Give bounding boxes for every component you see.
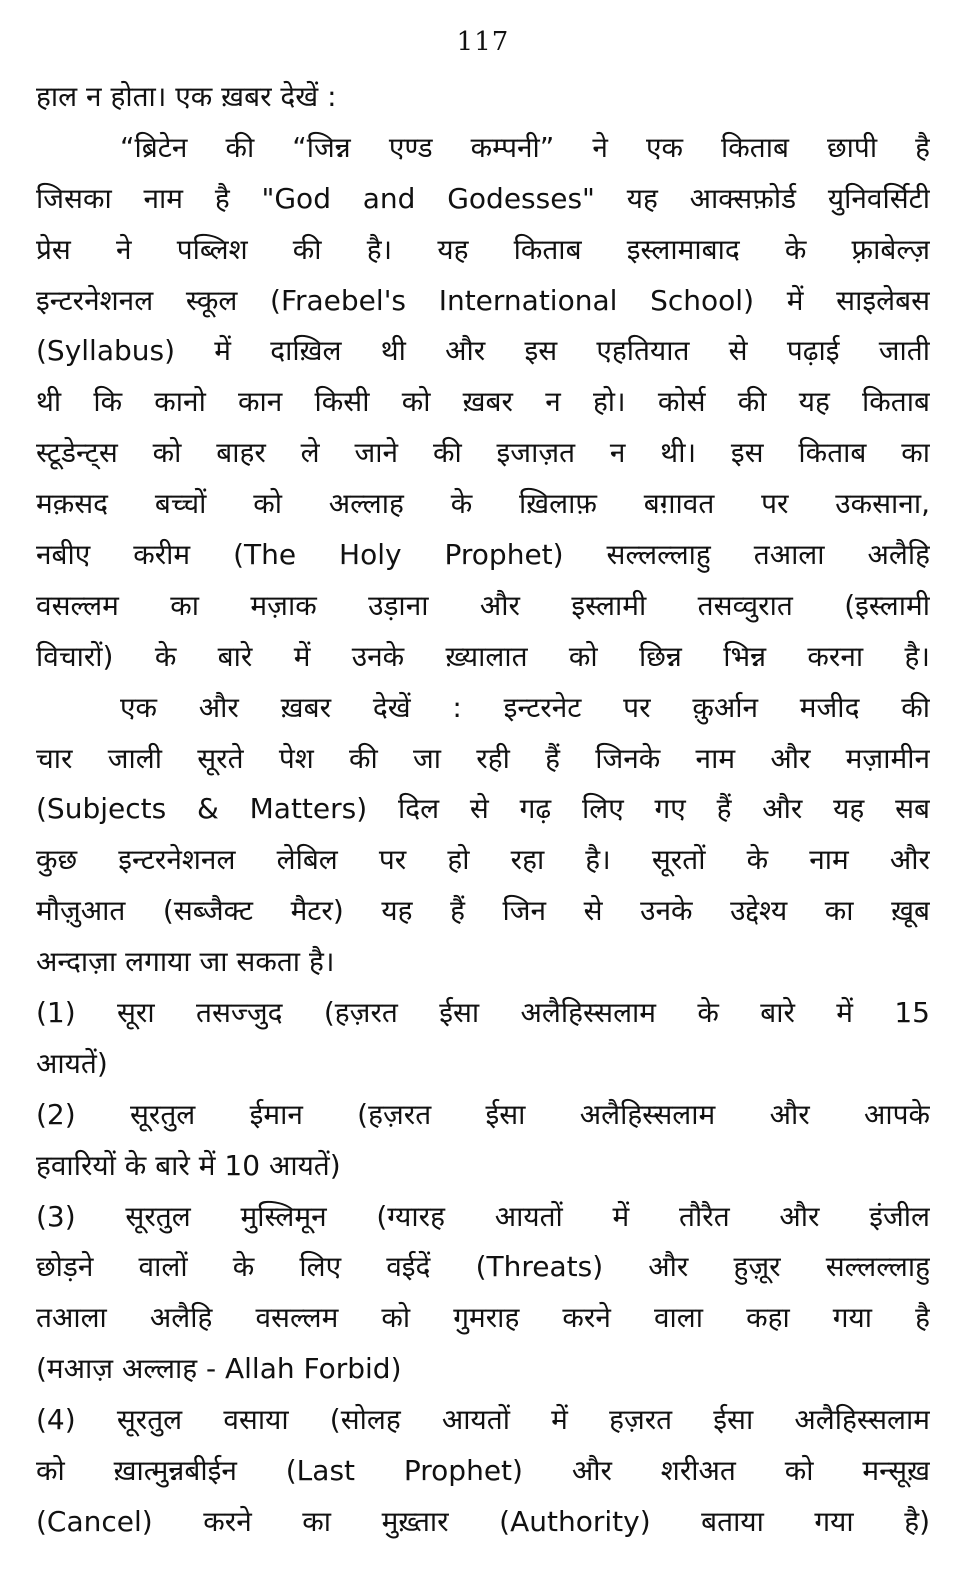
text-line: (4) सूरतुल वसाया (सोलह आयतों में हज़रत ईसा अलैहिस्सलाम bbox=[36, 1403, 930, 1437]
text-line: जिसका नाम है "God and Godesses" यह आक्सफ़ोर्ड युनिवर्सिटी bbox=[36, 181, 930, 215]
text-line: चार जाली सूरते पेश की जा रही हैं जिनके नाम और मज़ामीन bbox=[36, 741, 930, 775]
text-line: अन्दाज़ा लगाया जा सकता है। bbox=[36, 945, 335, 979]
text-line: (Syllabus) में दाख़िल थी और इस एहतियात से पढ़ाई जाती bbox=[36, 334, 930, 368]
text-line: को ख़ात्मुन्नबीईन (Last Prophet) और शरीअत को मन्सूख़ bbox=[36, 1454, 930, 1488]
text-line: तआला अलैहि वसल्लम को गुमराह करने वाला कहा गया है bbox=[36, 1301, 930, 1335]
text-line: मौज़ुआत (सब्जैक्ट मैटर) यह हैं जिन से उनके उद्देश्य का ख़ूब bbox=[36, 894, 930, 928]
text-line: (3) सूरतुल मुस्लिमून (ग्यारह आयतों में तौरैत और इंजील bbox=[36, 1199, 930, 1233]
text-line: इन्टरनेशनल स्कूल (Fraebel's International School) में साइलेबस bbox=[36, 283, 930, 317]
text-line: वसल्लम का मज़ाक उड़ाना और इस्लामी तसव्वुरात (इस्लामी bbox=[36, 588, 930, 622]
text-line: थी कि कानो कान किसी को ख़बर न हो। कोर्स की यह किताब bbox=[36, 385, 930, 419]
text-line: मक़सद बच्चों को अल्लाह के ख़िलाफ़ बग़ावत पर उकसाना, bbox=[36, 487, 930, 521]
text-line: “ब्रिटेन की “जिन्न एण्ड कम्पनी” ने एक किताब छापी है bbox=[120, 130, 930, 164]
text-line: कुछ इन्टरनेशनल लेबिल पर हो रहा है। सूरतों के नाम और bbox=[36, 843, 930, 877]
text-line: आयतें) bbox=[36, 1046, 108, 1080]
text-line: (Subjects & Matters) दिल से गढ़ लिए गए हैं और यह सब bbox=[36, 792, 930, 826]
text-line: विचारों) के बारे में उनके ख़्यालात को छिन्न भिन्न करना है। bbox=[36, 639, 930, 673]
text-line: हाल न होता। एक ख़बर देखें : bbox=[36, 80, 337, 113]
page-number: 117 bbox=[456, 27, 510, 57]
text-line: प्रेस ने पब्लिश की है। यह किताब इस्लामाबाद के फ़्राबेल्ज़ bbox=[36, 232, 930, 266]
text-line: छोड़ने वालों के लिए वईदें (Threats) और हुज़ूर सल्लल्लाहु bbox=[36, 1250, 930, 1284]
text-line: हवारियों के बारे में 10 आयतें) bbox=[36, 1148, 341, 1182]
text-line: एक और ख़बर देखें : इन्टरनेट पर क़ुर्आन मजीद की bbox=[120, 690, 930, 724]
body-text bbox=[36, 72, 930, 1548]
text-line: स्टूडेन्ट्स को बाहर ले जाने की इजाज़त न थी। इस किताब का bbox=[36, 436, 930, 470]
text-line: नबीए करीम (The Holy Prophet) सल्लल्लाहु तआला अलैहि bbox=[36, 538, 930, 572]
text-line: (2) सूरतुल ईमान (हज़रत ईसा अलैहिस्सलाम और आपके bbox=[36, 1097, 930, 1131]
text-line: (मआज़ अल्लाह - Allah Forbid) bbox=[36, 1352, 402, 1386]
text-line: (Cancel) करने का मुख़्तार (Authority) बताया गया है) bbox=[36, 1504, 930, 1538]
text-line: (1) सूरा तसज्जुद (हज़रत ईसा अलैहिस्सलाम के बारे में 15 bbox=[36, 996, 930, 1030]
